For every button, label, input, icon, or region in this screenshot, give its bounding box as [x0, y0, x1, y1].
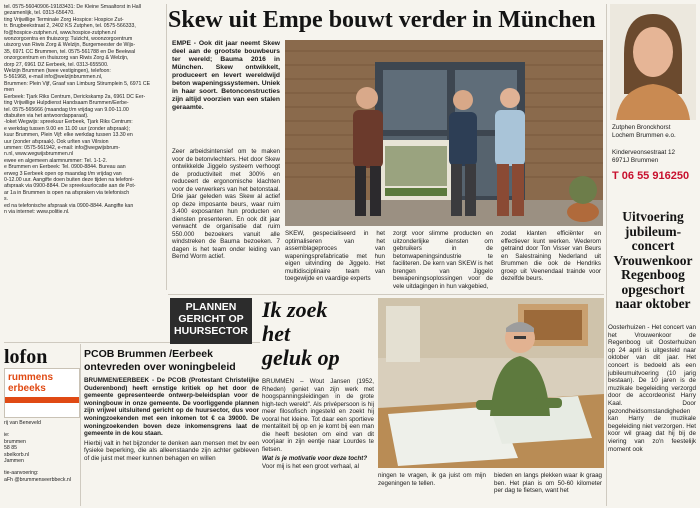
- colofon-line: ie:: [4, 432, 10, 439]
- colofon-line: aFh @brummenseerbbeck.nl: [4, 476, 71, 483]
- author-portrait-image: [610, 4, 696, 120]
- geluk-text: BRUMMEN – Wout Jansen (1952, Rheden) geniet van zijn werk met hoogspanningsleidingen in de grote high-tech wereld". Als privépersoon is hij meer filosofisch ingesteld en zoekt hij vooral het kleine. Tot daar een sportieve mentaliteit bij op en je komt bij een man die heeft besloten om eind van dit voorjaar in zijn eentje naar Lourdes te fietsen.: [262, 378, 374, 453]
- wout-jansen-photo-image: [378, 298, 604, 468]
- geluk-subhead: Wat is je motivatie voor deze tocht?: [262, 455, 368, 462]
- listing-line: dorp 27, 6961 DZ Eerbeek, tel. 0313-655500.: [4, 61, 109, 68]
- main-col-1: SKEW, gespecialiseerd in het optimaliseren van het assemblageproces van wapeningsprefabricatie met hun eigen uitvinding de Jiggelo. Het multidisciplinaire team van toegewijde en vaardige experts: [285, 230, 385, 282]
- pcob-text: Hierbij valt in het bijzonder te denken aan mensen met bv een fysieke beperking, die als alleenstaande zijn achter gebleven of die juist met meer kunnen behagen en willen: [84, 439, 259, 462]
- listing-line: gezamenlijk, tel. 0313-656470.: [4, 10, 75, 17]
- listing-line: Eerbeek: Tjark Riks Centrum, Derickskamp 2a, 6961 DC Eer-: [4, 93, 146, 100]
- colofon-line: brummen: [4, 438, 26, 445]
- listing-line: s.: [4, 196, 9, 203]
- main-headline: Skew uit Empe bouwt verder in München: [168, 7, 596, 33]
- pcob-headline: [84, 348, 259, 373]
- ad-line-1: rummens: [8, 372, 54, 383]
- pcob-body: [84, 377, 259, 506]
- main-col-2: zorgt voor slimme producten en uitzonderlijke diensten om gebruikers in de betonwapeningsindustrie te faciliteren. De kern van SKEW is het brengen van Jiggelo bewapeningsoplossingen voor de vele uitdagingen in hun vakgebied,: [393, 230, 493, 290]
- main-body-text: Zeer arbeidsintensief om te maken voor de betonvlechters. Het door Skew ontwikkelde Jiggelo systeem verhoogt de productiviteit met 300% en reduceert de ergonomische klachten voor de verwerkers van het betonstaal. Drie jaar geleden was Skew al actief op deze imposante beurs, waar ruim 3.400 exposanten hun producten en diensten presenteren. En ook dit jaar verwacht de organisatie dat ruim 550.000 bezoekers vanuit alle windstreken de Bauma bezoeken. 7 dagen is het team onder leiding van Bernd Worm actief.: [172, 148, 280, 260]
- listing-line: kuur Brummen, Plein Vijf: elke werkdag tussen 13.30 en: [4, 132, 133, 139]
- main-story-columns: [285, 230, 603, 292]
- byline-line-2: Lochem Brummen e.o.: [612, 131, 676, 139]
- colofon-details: [4, 420, 78, 506]
- listing-line: n.nl, www.wegwijsbrummen.nl: [4, 151, 74, 158]
- listing-line: e Brummen en Eerbeek: Tel. 0900-8844. Bureau aan: [4, 164, 126, 171]
- listing-line: ting Vrijwillige Terminale Zorg Hospice: Hospice Zut-: [4, 16, 124, 23]
- listing-line: Welzijn Brummen (twee vestigingen), telefoon:: [4, 68, 111, 75]
- pcob-lead: BRUMMEN/EERBEEK - De PCOB (Protestant Christelijke Ouderenbond) heeft ernstige kritiek op het door de gemeente gepresenteerde ontwerp-beleidsplan voor de woningbouw in onze gemeente. De voorliggende plannen zijn vrijwel uitsluitend gericht op de huursector, dus voor woningzoekenden met een inkomen tot € ca 39000. De woningzoekenden boven deze inkomensgrens laat de gemeente in de kou staan.: [84, 377, 259, 438]
- listing-line: wonzorgcentra en thuiszorg: Tuizicht, woonzorgcentrum: [4, 36, 133, 43]
- listing-line: afspraak via 0900-8844. De spreekuurlocatie aan de Pot-: [4, 183, 136, 190]
- telefoon-header: lofon: [4, 346, 48, 368]
- colofon-line: sbelkorb.nl: [4, 451, 30, 458]
- colofon-line: rij van Beneveld: [4, 420, 41, 426]
- kicker-line-3: HUURSECTOR: [174, 325, 248, 337]
- listing-line: dtabuiten via het antwoordapparaat).: [4, 112, 89, 119]
- listing-line: tel. 0575-565666 (maandag t/m vrijdag van 9.00-11.00: [4, 106, 129, 113]
- byline-line-1: Zutphen Bronckhorst: [612, 124, 671, 131]
- author-portrait: [610, 4, 696, 120]
- geluk-headline-line-2: het: [262, 321, 291, 346]
- listing-line: fo@hospice-zutphen.nl, www.hospice-zutphen.nl: [4, 29, 116, 36]
- geluk-headline: [262, 298, 374, 370]
- main-col-3: zodat klanten efficiënter en effectiever kunt werken. Wederom getraind door Ton Visser van Beurs en Salestraining Nederland uit Brummen die ook de Hendriks groep uit Veenendaal traindе voor dezelfde beurs.: [501, 230, 601, 282]
- geluk-col-2: bieden en langs plekken waar ik graag ben. Het plan is om 50-60 kilometer per dag te fietsen, want het: [494, 472, 602, 494]
- listing-line: uiszorg van Riwis Zorg & Welzijn, Burgemeester de Wijs-: [4, 42, 136, 49]
- pcob-headline-line-2: ontevreden over woningbeleid: [84, 360, 236, 373]
- wout-jansen-photo: [378, 298, 604, 468]
- kicker-line-2: GERICHT OP: [178, 313, 244, 325]
- geluk-headline-line-1: Ik zoek: [262, 297, 328, 322]
- listing-line: e werkdag tussen 9.00 en 11.00 uur (zonder afspraak);: [4, 125, 130, 132]
- listing-line: ting Vrijwillige Hulpdienst Handsaam Brummen/Eerbe-: [4, 100, 129, 107]
- plannen-kicker-box: [170, 298, 252, 344]
- column-divider: [80, 344, 81, 506]
- listing-line: -loket Wegwijs: spreekuur Eerbeek, Tjark Riks Centrum:: [4, 119, 133, 126]
- listing-line: 5-561968, e-mail info@welzijnbrummen.nl,: [4, 74, 103, 81]
- column-divider: [166, 4, 167, 290]
- geluk-headline-line-3: geluk op: [262, 345, 340, 370]
- listing-line: ewee en algemeen alarmnummer: Tel. 1-1-2.: [4, 157, 108, 164]
- regenboog-body: Oosterhuizen - Het concert van het Vrouwenkoor de Regenboog uit Oosterhuizen op 24 april is uitgesteld naar oktober van dit jaar. Het concert is bedoeld als een jubileumuitvoering (10 jarig bestaan). De 10 jaren is de muzikale begeleiding verzorgd door de accordeonist Harry Kaal. Door gezondheidsomstandigheden kan Harry de muzikale begeleiding niet verzorgen. Het koor wil graag dat hij bij de viering van zo'n feestelijk moment ook: [608, 324, 696, 453]
- address-line-1: Kinderveonsestraat 12: [612, 149, 676, 157]
- brummens-eerbeeks-ad: [4, 368, 80, 418]
- skew-team-photo: [285, 40, 603, 226]
- listing-line: men: [4, 87, 15, 94]
- listing-line: tel. 0575-56040906-19183431: De Kleine Smaaltorst in Hall: [4, 4, 141, 10]
- geluk-columns: [378, 472, 604, 506]
- column-divider: [606, 4, 607, 506]
- listing-line: tr. Brugbeekstraat 2, 2402 KS Zutphen, tel. 0575-566333,: [4, 23, 136, 30]
- ad-line-2: erbeeks: [8, 383, 46, 394]
- colofon-line: Jammen: [4, 458, 24, 465]
- listing-line: ummen: 0575-561942, e-mail: info@wegwijsbrum-: [4, 144, 120, 151]
- geluk-col-1: ningen te vragen, ik ga juist om mijn zegeningen te tellen.: [378, 472, 486, 487]
- ad-orange-bar: [5, 397, 79, 403]
- geluk-body: [262, 378, 374, 506]
- listing-line: Brummen: Plein Vijf, Graaf van Limburg Stirumplein 5, 6971 CE: [4, 80, 151, 87]
- colofon-line: tie-aanvoering:: [4, 470, 39, 477]
- left-listings-column: [4, 4, 164, 286]
- phone-number: T 06 55 916250: [612, 170, 690, 182]
- regenboog-headline: Uitvoering jubileum-concert Vrouwenkoor Regenboog opgeschort naar oktober: [613, 209, 693, 311]
- pcob-headline-line-1: PCOB Brummen /Eerbeek: [84, 348, 213, 360]
- listing-line: erweg 3 Eerbeek open op maandag t/m vrijdag van: [4, 170, 122, 177]
- geluk-text-2: Voor mij is het een groot verhaal, al: [262, 462, 359, 470]
- listing-line: 0-12.00 uur. Aangifte doen buiten deze tijden na telefoni-: [4, 176, 135, 183]
- listing-line: ar 1a in Brummen is open na afspraken via telefonisch: [4, 189, 130, 196]
- address-line-2: 6971J Brummen: [612, 156, 659, 164]
- listing-line: uur (zonder afspraak). Ook urlten van Vilrsion: [4, 138, 109, 145]
- kicker-line-1: PLANNEN: [185, 301, 237, 313]
- listing-line: 35, 6971 CC Brummen, tel. 0575-561788 en De Beekwal: [4, 48, 136, 55]
- listing-line: ed na telefonische afspraak via 0900-8844. Aangifte kan: [4, 202, 134, 209]
- listing-line: n via internet: www.politie.nl.: [4, 209, 70, 215]
- listing-line: onzorgcentrum en thuiszorg van Riwis Zorg & Welzijn,: [4, 55, 129, 62]
- colofon-line: 58 85: [4, 445, 17, 452]
- skew-team-photo-image: [285, 40, 603, 226]
- main-intro-text: EMPE - Ook dit jaar neemt Skew deel aan de grootste bouwbeurs ter wereld; Bauma 2016 in München. Skew ontwikkelt, produceert en levert wereldwijd beton wapeningssystemen. Uniek in haar soort. Betonconstructies zijn altijd voorzien van een stalen geraamte.: [172, 40, 280, 111]
- author-address-block: [612, 124, 698, 164]
